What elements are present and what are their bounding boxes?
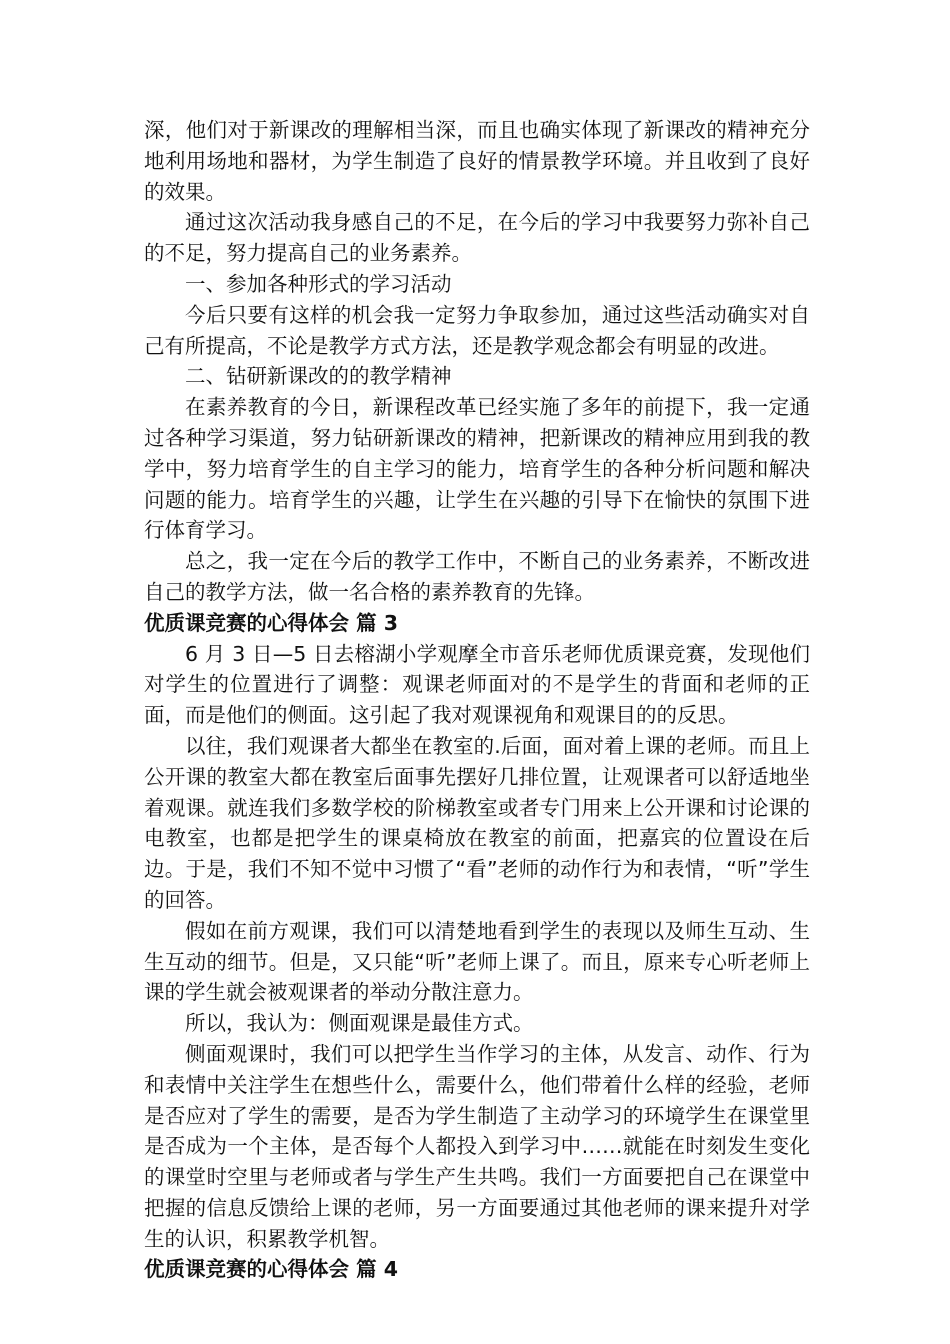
- paragraph: 6 月 3 日—5 日去榕湖小学观摩全市音乐老师优质课竞赛，发现他们对学生的位置进行了调整：观课老师面对的不是学生的背面和老师的正面，而是他们的侧面。这引起了我对观课视角和观课目的的反思。: [144, 641, 810, 728]
- paragraph: 侧面观课时，我们可以把学生当作学习的主体，从发言、动作、行为和表情中关注学生在想些什么，需要什么，他们带着什么样的经验，老师是否应对了学生的需要，是否为学生制造了主动学习的环境学生在课堂里是否成为一个主体，是否每个人都投入到学习中……就能在时刻发生变化的课堂时空里与老师或者与学生产生共鸣。我们一方面要把自己在课堂中把握的信息反馈给上课的老师，另一方面要通过其他老师的课来提升对学生的认识，积累教学机智。: [144, 1041, 810, 1251]
- section-title: 二、钻研新课改的的教学精神: [185, 364, 452, 389]
- paragraph: 所以，我认为：侧面观课是最佳方式。: [185, 1011, 534, 1036]
- paragraph: 以往，我们观课者大都坐在教室的.后面，面对着上课的老师。而且上公开课的教室大都在教室后面事先摆好几排位置，让观课者可以舒适地坐着观课。就连我们多数学校的阶梯教室或者专门用来上公开课和讨论课的电教室，也都是把学生的课桌椅放在教室的前面，把嘉宾的位置设在后边。于是，我们不知不觉中习惯了“看”老师的动作行为和表情，“听”学生的回答。: [144, 733, 810, 912]
- document-page: [144, 115, 810, 1285]
- article-heading: 优质课竞赛的心得体会 篇 4: [144, 1257, 399, 1282]
- section-title: 一、参加各种形式的学习活动: [185, 271, 452, 296]
- paragraph: 通过这次活动我身感自己的不足，在今后的学习中我要努力弥补自己的不足，努力提高自己的业务素养。: [144, 210, 810, 266]
- paragraph: 深，他们对于新课改的理解相当深，而且也确实体现了新课改的精神充分地利用场地和器材，为学生制造了良好的情景教学环境。并且收到了良好的效果。: [144, 118, 810, 204]
- paragraph: 今后只要有这样的机会我一定努力争取参加，通过这些活动确实对自己有所提高，不论是教学方式方法，还是教学观念都会有明显的改进。: [144, 302, 810, 358]
- paragraph: 总之，我一定在今后的教学工作中，不断自己的业务素养，不断改进自己的教学方法，做一名合格的素养教育的先锋。: [144, 549, 810, 604]
- paragraph: 在素养教育的今日，新课程改革已经实施了多年的前提下，我一定通过各种学习渠道，努力钻研新课改的精神，把新课改的精神应用到我的教学中，努力培育学生的自主学习的能力，培育学生的各种分析问题和解决问题的能力。培育学生的兴趣，让学生在兴趣的引导下在愉快的氛围下进行体育学习。: [144, 395, 810, 543]
- paragraph: 假如在前方观课，我们可以清楚地看到学生的表现以及师生互动、生生互动的细节。但是，又只能“听”老师上课了。而且，原来专心听老师上课的学生就会被观课者的举动分散注意力。: [144, 918, 810, 1005]
- article-heading: 优质课竞赛的心得体会 篇 3: [144, 610, 399, 635]
